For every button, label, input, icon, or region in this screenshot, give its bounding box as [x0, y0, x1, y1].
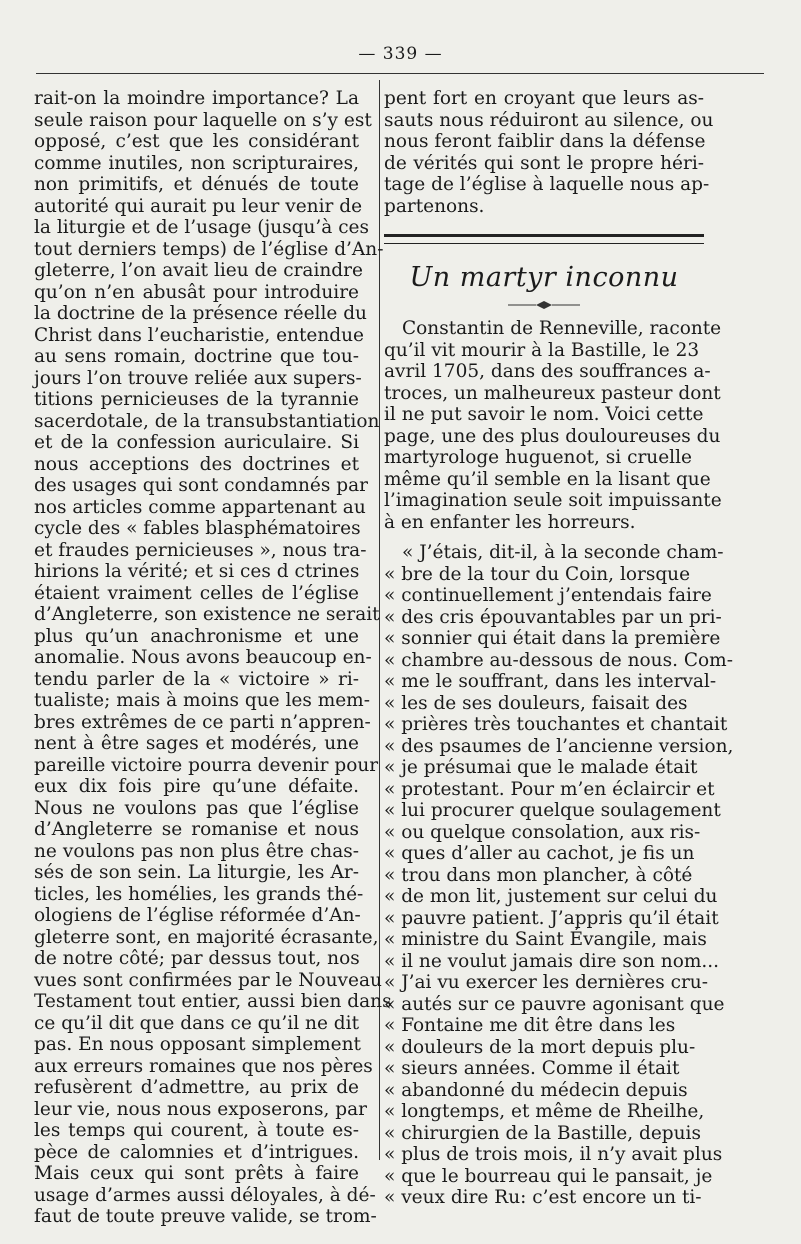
text-line: même qu’il semble en la lisant que: [384, 468, 711, 490]
text-line: « autés sur ce pauvre agonisant que: [384, 993, 725, 1015]
text-line: au sens romain, doctrine que tou-: [34, 346, 359, 367]
text-line: refusèrent d’admettre, au prix de: [34, 1077, 359, 1098]
section-separator: [384, 234, 704, 244]
text-line: étaient vraiment celles de l’église: [34, 582, 359, 604]
text-line: gleterre sont, en majorité écrasante,: [34, 926, 379, 948]
text-line: tualiste; mais à moins que les mem-: [34, 690, 370, 711]
text-line: page, une des plus douloureuses du: [384, 425, 721, 447]
text-line: pent fort en croyant que leurs as-: [384, 88, 704, 109]
text-line: et de la confession auriculaire. Si: [34, 432, 359, 453]
ornament-icon: [504, 300, 584, 310]
text-line: gleterre, l’on avait lieu de craindre: [34, 260, 363, 281]
text-line: « bre de la tour du Coin, lorsque: [384, 563, 691, 585]
text-line: « trou dans mon plancher, à côté: [384, 864, 693, 886]
text-line: « veux dire Ru: c’est encore un ti-: [384, 1187, 702, 1208]
text-line: eux dix fois pire qu’une défaite.: [34, 776, 359, 797]
text-line: ce qu’il dit que dans ce qu’il ne dit: [34, 1012, 359, 1034]
text-line: nous feront faiblir dans la défense: [384, 131, 706, 152]
text-line: Mais ceux qui sont prêts à faire: [34, 1163, 359, 1184]
text-line: et fraudes pernicieuses », nous tra-: [34, 539, 367, 561]
right-column-intro: [384, 88, 714, 217]
text-line: « J’étais, dit-il, à la seconde cham-: [402, 542, 724, 563]
text-line: Nous ne voulons pas que l’église: [34, 797, 359, 819]
text-line: jours l’on trouve reliée aux supers-: [34, 367, 362, 389]
text-line: « ques d’aller au cachot, je fis un: [384, 843, 695, 864]
text-line: Constantin de Renneville, raconte: [402, 318, 722, 339]
text-line: leur vie, nous nous exposerons, par: [34, 1098, 367, 1120]
text-line: « protestant. Pour m’en éclaircir et: [384, 778, 715, 800]
text-line: à en enfanter les horreurs.: [384, 511, 636, 533]
text-line: « sonnier qui était dans la première: [384, 628, 721, 649]
header-rule: [36, 73, 764, 74]
text-line: pareille victoire pourra devenir pour: [34, 754, 379, 776]
text-line: tage de l’église à laquelle nous ap-: [384, 174, 710, 195]
text-line: Christ dans l’eucharistie, entendue: [34, 324, 364, 346]
text-line: il ne put savoir le nom. Voici cette: [384, 404, 704, 425]
text-line: les temps qui courent, à toute es-: [34, 1120, 359, 1141]
text-line: autorité qui aurait pu leur venir de: [34, 195, 363, 217]
text-line: l’imagination seule soit impuissante: [384, 490, 722, 511]
text-line: « il ne voulut jamais dire son nom...: [384, 950, 720, 972]
text-line: « sieurs années. Comme il était: [384, 1058, 680, 1079]
text-line: des usages qui sont condamnés par: [34, 475, 368, 496]
text-line: « continuellement j’entendais faire: [384, 585, 712, 606]
text-line: sauts nous réduiront au silence, ou: [384, 109, 714, 131]
text-line: cycle des « fables blasphématoires: [34, 518, 361, 539]
article-quote: [384, 542, 734, 1209]
article-intro: [384, 318, 722, 533]
text-line: ologiens de l’église réformée d’An-: [34, 905, 361, 926]
text-line: seule raison pour laquelle on s’y est: [34, 109, 372, 131]
text-line: nous acceptions des doctrines et: [34, 453, 359, 475]
text-line: la liturgie et de l’usage (jusqu’à ces: [34, 217, 369, 238]
text-line: troces, un malheureux pasteur dont: [384, 382, 721, 404]
text-line: « des cris épouvantables par un pri-: [384, 606, 722, 628]
text-line: pas. En nous opposant simplement: [34, 1034, 361, 1055]
text-line: d’Angleterre se romanise et nous: [34, 819, 359, 840]
text-line: la doctrine de la présence réelle du: [34, 303, 367, 324]
text-line: « chambre au-dessous de nous. Com-: [384, 649, 733, 671]
text-line: « douleurs de la mort depuis plu-: [384, 1036, 696, 1058]
text-line: de vérités qui sont le propre héri-: [384, 152, 704, 174]
text-line: « longtemps, et même de Rheilhe,: [384, 1101, 705, 1122]
text-line: partenons.: [384, 195, 485, 217]
text-line: martyrologe huguenot, si cruelle: [384, 447, 692, 468]
text-line: pèce de calomnies et d’intrigues.: [34, 1141, 359, 1163]
text-line: titions pernicieuses de la tyrannie: [34, 389, 359, 410]
text-line: tendu parler de la « victoire » ri-: [34, 668, 359, 690]
text-line: « des psaumes de l’ancienne version,: [384, 735, 734, 757]
text-line: nent à être sages et modérés, une: [34, 733, 359, 754]
text-line: de notre côté; par dessus tout, nos: [34, 948, 360, 969]
text-line: « chirurgien de la Bastille, depuis: [384, 1122, 701, 1144]
text-line: non primitifs, et dénués de toute: [34, 174, 359, 195]
text-line: « J’ai vu exercer les dernières cru-: [384, 972, 708, 993]
text-line: tout derniers temps) de l’église d’An-: [34, 238, 384, 260]
text-line: ne voulons pas non plus être chas-: [34, 840, 359, 862]
text-line: « les de ses douleurs, faisait des: [384, 692, 688, 714]
text-line: hirions la vérité; et si ces d ctrines: [34, 561, 360, 582]
text-line: « prières très touchantes et chantait: [384, 714, 728, 735]
text-line: ticles, les homélies, les grands thé-: [34, 883, 364, 905]
text-line: nos articles comme appartenant au: [34, 496, 366, 518]
text-line: aux erreurs romaines que nos pères: [34, 1055, 373, 1077]
text-line: qu’on n’en abusât pour introduire: [34, 281, 359, 303]
text-line: d’Angleterre, son existence ne serait: [34, 604, 380, 625]
text-line: sés de son sein. La liturgie, les Ar-: [34, 862, 359, 883]
text-line: faut de toute preuve valide, se trom-: [34, 1206, 377, 1227]
text-line: rait-on la moindre importance? La: [34, 88, 359, 109]
text-line: « lui procurer quelque soulagement: [384, 800, 721, 821]
text-line: « ou quelque consolation, aux ris-: [384, 821, 701, 843]
text-line: plus qu’un anachronisme et une: [34, 625, 359, 647]
left-column: [34, 88, 392, 1228]
text-line: anomalie. Nous avons beaucoup en-: [34, 647, 372, 668]
text-line: comme inutiles, non scripturaires,: [34, 152, 359, 174]
text-line: sacerdotale, de la transubstantiation: [34, 410, 380, 432]
text-line: « me le souffrant, dans les interval-: [384, 671, 717, 692]
text-line: « Fontaine me dit être dans les: [384, 1015, 676, 1036]
text-line: « que le bourreau qui le pansait, je: [384, 1165, 713, 1187]
text-line: opposé, c’est que les considérant: [34, 131, 359, 152]
text-line: usage d’armes aussi déloyales, à dé-: [34, 1184, 376, 1206]
text-line: « ministre du Saint Évangile, mais: [384, 929, 707, 950]
text-line: « plus de trois mois, il n’y avait plus: [384, 1144, 723, 1165]
text-line: bres extrêmes de ce parti n’appren-: [34, 711, 371, 733]
text-line: qu’il vit mourir à la Bastille, le 23: [384, 339, 700, 361]
text-line: « abandonné du médecin depuis: [384, 1079, 688, 1101]
text-line: « pauvre patient. J’appris qu’il était: [384, 907, 719, 929]
text-line: Testament tout entier, aussi bien dans: [34, 991, 392, 1012]
article-title: Un martyr inconnu: [409, 262, 679, 293]
text-line: vues sont confirmées par le Nouveau: [34, 969, 382, 991]
page-number: — 339 —: [358, 44, 443, 64]
text-line: « de mon lit, justement sur celui du: [384, 886, 718, 907]
text-line: avril 1705, dans des souffrances a-: [384, 361, 711, 382]
text-line: « je présumai que le malade était: [384, 757, 698, 778]
